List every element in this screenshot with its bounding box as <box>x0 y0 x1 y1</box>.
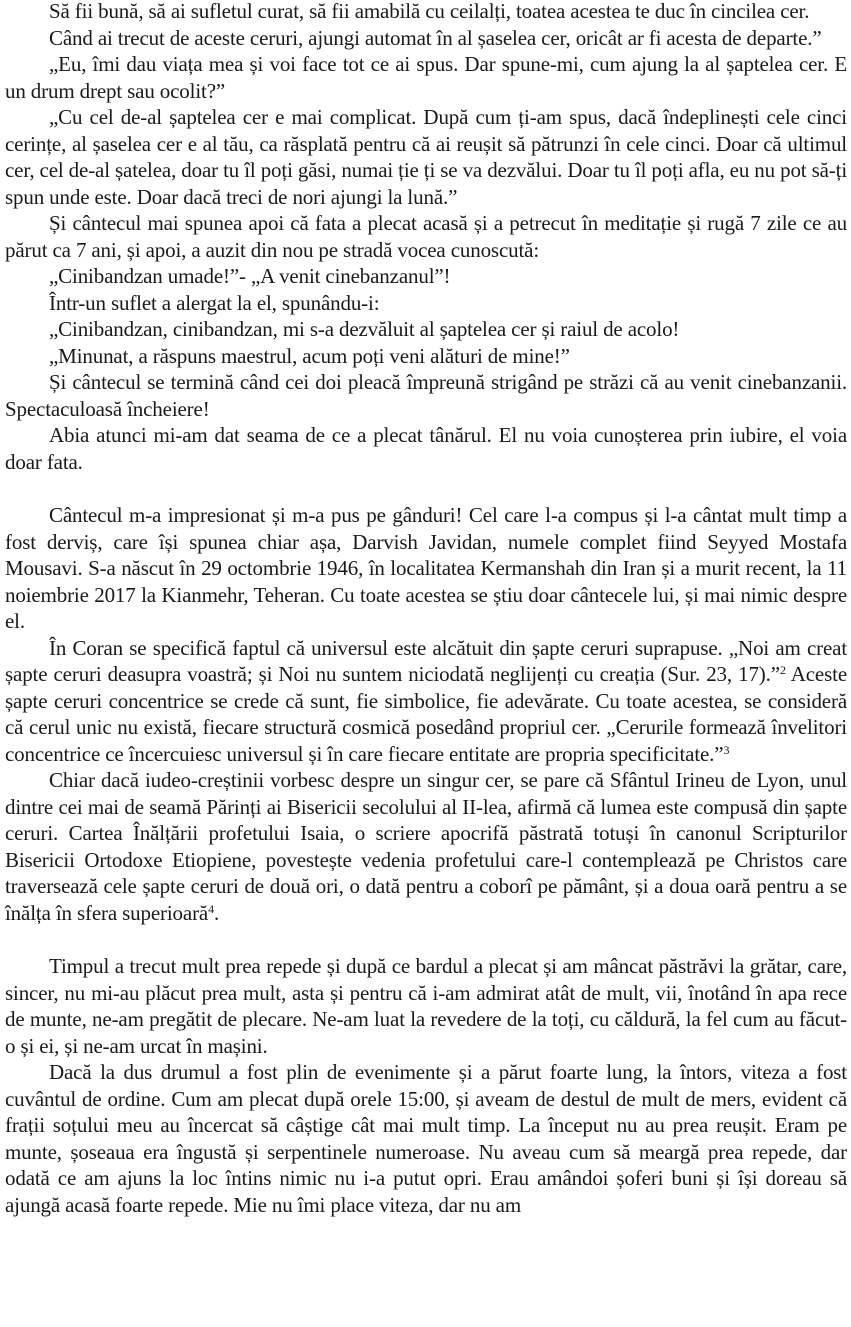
paragraph <box>5 0 847 25</box>
footnote-marker: 2 <box>779 663 786 677</box>
paragraph-text: „Eu, îmi dau viața mea și voi face tot ce ai spus. Dar spune-mi, cum ajung la al șaptelea cer. E un drum drept sau ocolit?” <box>5 52 847 103</box>
paragraph-text: . <box>213 900 220 925</box>
paragraph <box>5 210 847 263</box>
paragraph-text: „Minunat, a răspuns maestrul, acum poți veni alături de mine!” <box>49 343 570 368</box>
footnote-marker: 4 <box>208 901 214 916</box>
paragraph <box>5 25 847 52</box>
paragraph <box>5 767 847 926</box>
footnote-marker: 3 <box>723 742 730 757</box>
paragraph <box>5 369 847 422</box>
paragraph-text: Aceste șapte ceruri concentrice se crede că sunt, fie simbolice, fie adevărate. Cu toate acestea, se consideră că cerul unic nu există, fiecare structură cosmică posedând propriul cer. „Cerurile formează învelitori concentrice ce încercuiesc universul și în care fiecare entitate are propria specificitate.” <box>5 662 847 766</box>
paragraph-text: Cântecul m-a impresionat și m-a pus pe gânduri! Cel care l-a compus și l-a cântat mult timp a fost derviș, care își spunea chiar așa, Darvish Javidan, numele complet fiind Seyyed Mostafa Mousavi. S-a născut în 29 octombrie 1946, în localitatea Kermanshah din Iran și a murit recent, la 11 noiembrie 2017 la Kianmehr, Teheran. Cu toate acestea se știu doar cântecele lui, și mai nimic despre el. <box>5 503 847 633</box>
paragraph-text: Timpul a trecut mult prea repede și după ce bardul a plecat și am mâncat păstrăvi la grătar, care, sincer, nu mi-au plăcut prea mult, asta și pentru că i-am admirat atât de mult, vii, înotând în apa rece de munte, ne-am pregătit de plecare. Ne-am luat la revedere de la toți, cu căldură, la fel cum au făcut-o și ei, și ne-am urcat în mașini. <box>5 954 847 1058</box>
paragraph-text: Să fii bună, să ai sufletul curat, să fii amabilă cu ceilalți, toatea acestea te duc în cincilea cer. <box>49 0 810 23</box>
paragraph-text: „Cinibandzan, cinibandzan, mi s-a dezvăluit al șaptelea cer și raiul de acolo! <box>49 317 680 341</box>
paragraph-text: Într-un suflet a alergat la el, spunându-i: <box>49 290 380 315</box>
paragraph <box>5 953 847 1059</box>
paragraph <box>5 343 847 370</box>
paragraph <box>5 104 847 210</box>
paragraph <box>5 290 847 317</box>
paragraph <box>5 263 847 290</box>
paragraph <box>5 635 847 768</box>
paragraph-text: Și cântecul mai spunea apoi că fata a plecat acasă și a petrecut în meditație și rugă 7 zile ce au părut ca 7 ani, și apoi, a auzit din nou pe stradă vocea cunoscută: <box>5 211 847 262</box>
paragraph-text: Când ai trecut de aceste ceruri, ajungi automat în al șaselea cer, oricât ar fi acesta de departe.” <box>49 25 822 50</box>
paragraph <box>5 422 847 475</box>
paragraph-text: „Cinibandzan umade!”- „A venit cinebanzanul”! <box>49 264 451 288</box>
body-text <box>5 0 847 1218</box>
paragraph-text: Chiar dacă iudeo-creștinii vorbesc despre un singur cer, se pare că Sfântul Irineu de Lyon, unul dintre cei mai de seamă Părinți ai Bisericii secolului al II-lea, afirmă că lumea este compusă din șapte ceruri. Cartea Înălțării profetului Isaia, o scriere apocrifă păstrată totuși în canonul Scripturilor Bisericii Ortodoxe Etiopiene, povestește vedenia profetului care-l contemplează pe Christos care traversează cele șapte ceruri de două ori, o dată pentru a coborî pe pământ, și a doua oară pentru a se înălța în sfera superioară <box>5 768 847 925</box>
paragraph-text: Abia atunci mi-am dat seama de ce a plecat tânărul. El nu voia cunoșterea prin iubire, el voia doar fata. <box>5 423 847 474</box>
paragraph-text: În Coran se specifică faptul că universul este alcătuit din șapte ceruri suprapuse. „Noi am creat șapte ceruri deasupra voastră; și Noi nu suntem niciodată neglijenți cu creația (Sur. 23, 17).” <box>5 635 847 686</box>
paragraph <box>5 502 847 635</box>
paragraph <box>5 316 847 343</box>
paragraph-text: „Cu cel de-al șaptelea cer e mai complicat. După cum ți-am spus, dacă îndeplinești cele cinci cerințe, al șaselea cer e al tău, ca răsplată pentru că ai reușit să pătrunzi în cele cinci. Doar că ultimul cer, cel de-al șatelea, doar tu îl poți găsi, numai ție ți se va dezvălui. Doar tu îl poți afla, eu nu pot să-ți spun unde este. Doar dacă treci de nori ajungi la lună.” <box>5 105 847 209</box>
paragraph <box>5 51 847 104</box>
paragraph-text: Dacă la dus drumul a fost plin de evenimente și a părut foarte lung, la întors, viteza a fost cuvântul de ordine. Cum am plecat după orele 15:00, și aveam de destul de mult de mers, evident că frații soțului meu au încercat să câștige cât mai mult timp. La început nu au prea reușit. Eram pe munte, șoseaua era îngustă și serpentinele numeroase. Nu aveau cum să meargă prea repede, dar odată ce am ajuns la loc întins nimic nu i-a putut opri. Erau amândoi șoferi buni și își doreau să ajungă acasă foarte repede. Mie nu îmi place viteza, dar nu am <box>5 1060 847 1217</box>
paragraph <box>5 1059 847 1218</box>
paragraph-text: Și cântecul se termină când cei doi pleacă împreună strigând pe străzi că au venit cinebanzanii. Spectaculoasă încheiere! <box>5 370 847 421</box>
